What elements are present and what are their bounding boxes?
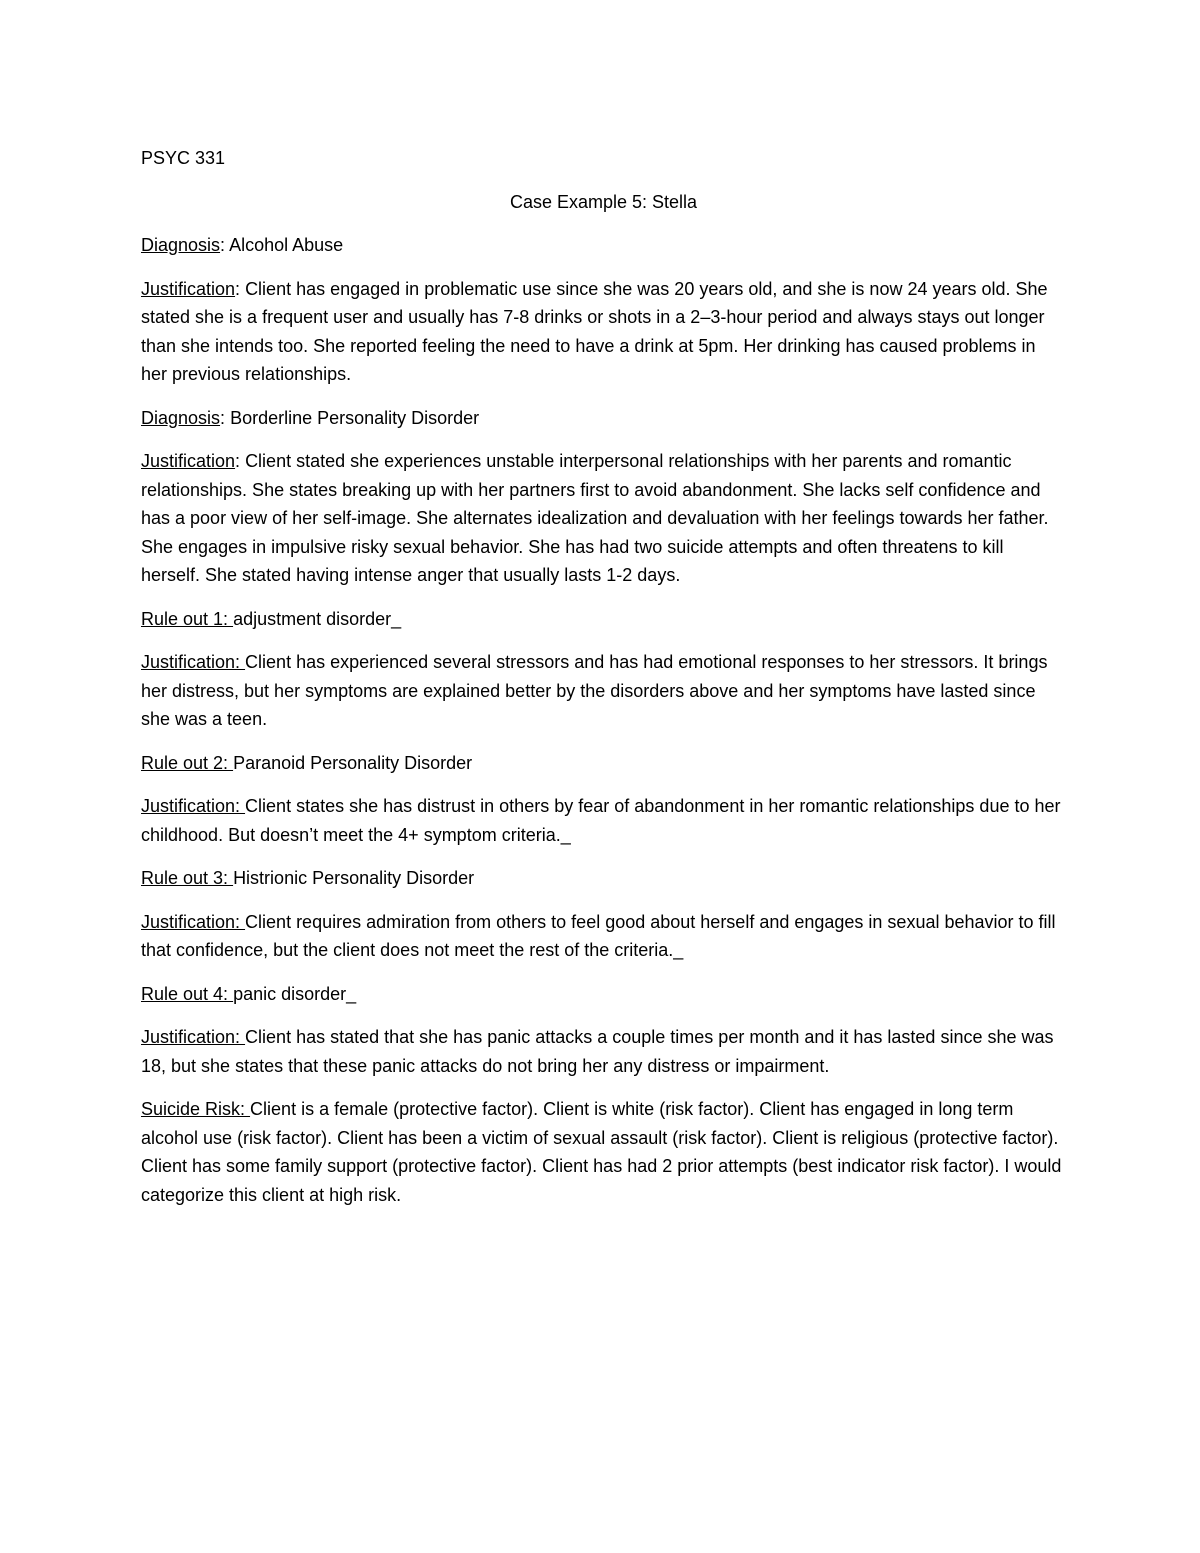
section-text: Alcohol Abuse: [229, 235, 344, 255]
section-separator: :: [235, 278, 246, 299]
section-label: Justification: [141, 451, 236, 471]
section-text: Histrionic Personality Disorder: [233, 868, 475, 888]
section-separator: :: [220, 235, 230, 255]
section-separator: :: [235, 451, 246, 471]
section-label: Justification:: [141, 911, 246, 932]
section-text: Paranoid Personality Disorder: [233, 752, 473, 773]
suicide-risk: [141, 1095, 1066, 1209]
section-label: Justification:: [141, 796, 246, 816]
section-separator: :: [220, 407, 231, 428]
document-title: Case Example 5: Stella: [509, 191, 698, 212]
justification-1: [141, 275, 1066, 389]
section-label: Diagnosis: [141, 235, 221, 255]
section-text: panic disorder_: [233, 983, 357, 1004]
section-text: adjustment disorder_: [233, 608, 402, 629]
section-label: Justification: [141, 278, 236, 299]
section-label: Rule out 1:: [141, 608, 234, 629]
rule-out-1: [141, 605, 1066, 634]
justification-rule-out-1: [141, 648, 1066, 734]
document-body: [141, 144, 1066, 1224]
section-text: Client stated she experiences unstable interpersonal relationships with her parents and romantic relationships. She states breaking up with her partners first to avoid abandonment. She lacks self confidence and has a poor view of her self-image. She alternates idealization and devaluation with her feelings towards her father. She engages in impulsive risky sexual behavior. She has had two suicide attempts and often threatens to kill herself. She stated having intense anger that usually lasts 1-2 days.: [141, 451, 1049, 585]
section-text: Client has engaged in problematic use since she was 20 years old, and she is now 24 years old. She stated she is a frequent user and usually has 7-8 drinks or shots in a 2–3-hour period and always stays out longer than she intends too. She reported feeling the need to have a drink at 5pm. Her drinking has caused problems in her previous relationships.: [141, 278, 1048, 384]
rule-out-4: [141, 980, 1066, 1009]
section-label: Rule out 2:: [141, 752, 234, 773]
section-label: Justification:: [141, 1027, 246, 1047]
diagnosis-2: [141, 404, 1066, 433]
justification-2: [141, 447, 1066, 590]
section-label: Rule out 3:: [141, 868, 234, 888]
section-text: Client requires admiration from others to feel good about herself and engages in sexual behavior to fill that confidence, but the client does not meet the rest of the criteria._: [141, 911, 1056, 960]
rule-out-2: [141, 749, 1066, 778]
course-code: PSYC 331: [141, 148, 226, 168]
section-text: Borderline Personality Disorder: [230, 407, 480, 428]
justification-rule-out-4: [141, 1023, 1066, 1080]
justification-rule-out-3: [141, 908, 1066, 965]
section-label: Justification:: [141, 652, 246, 672]
diagnosis-1: [141, 231, 1066, 260]
section-label: Diagnosis: [141, 407, 221, 428]
section-text: Client has experienced several stressors and has had emotional responses to her stressors. It brings her distress, but her symptoms are explained better by the disorders above and her symptoms have lasted since she was a teen.: [141, 652, 1048, 729]
justification-rule-out-2: [141, 792, 1066, 849]
rule-out-3: [141, 864, 1066, 893]
section-text: Client states she has distrust in others by fear of abandonment in her romantic relationships due to her childhood. But doesn’t meet the 4+ symptom criteria._: [141, 796, 1061, 845]
section-label: Rule out 4:: [141, 983, 234, 1004]
section-text: Client has stated that she has panic attacks a couple times per month and it has lasted since she was 18, but she states that these panic attacks do not bring her any distress or impairment.: [141, 1027, 1054, 1076]
section-text: Client is a female (protective factor). Client is white (risk factor). Client has engaged in long term alcohol use (risk factor). Client has been a victim of sexual assault (risk factor). Client is religious (protective factor). Client has some family support (protective factor). Client has had 2 prior attempts (best indicator risk factor). I would categorize this client at high risk.: [141, 1099, 1062, 1205]
section-label: Suicide Risk:: [141, 1099, 251, 1119]
